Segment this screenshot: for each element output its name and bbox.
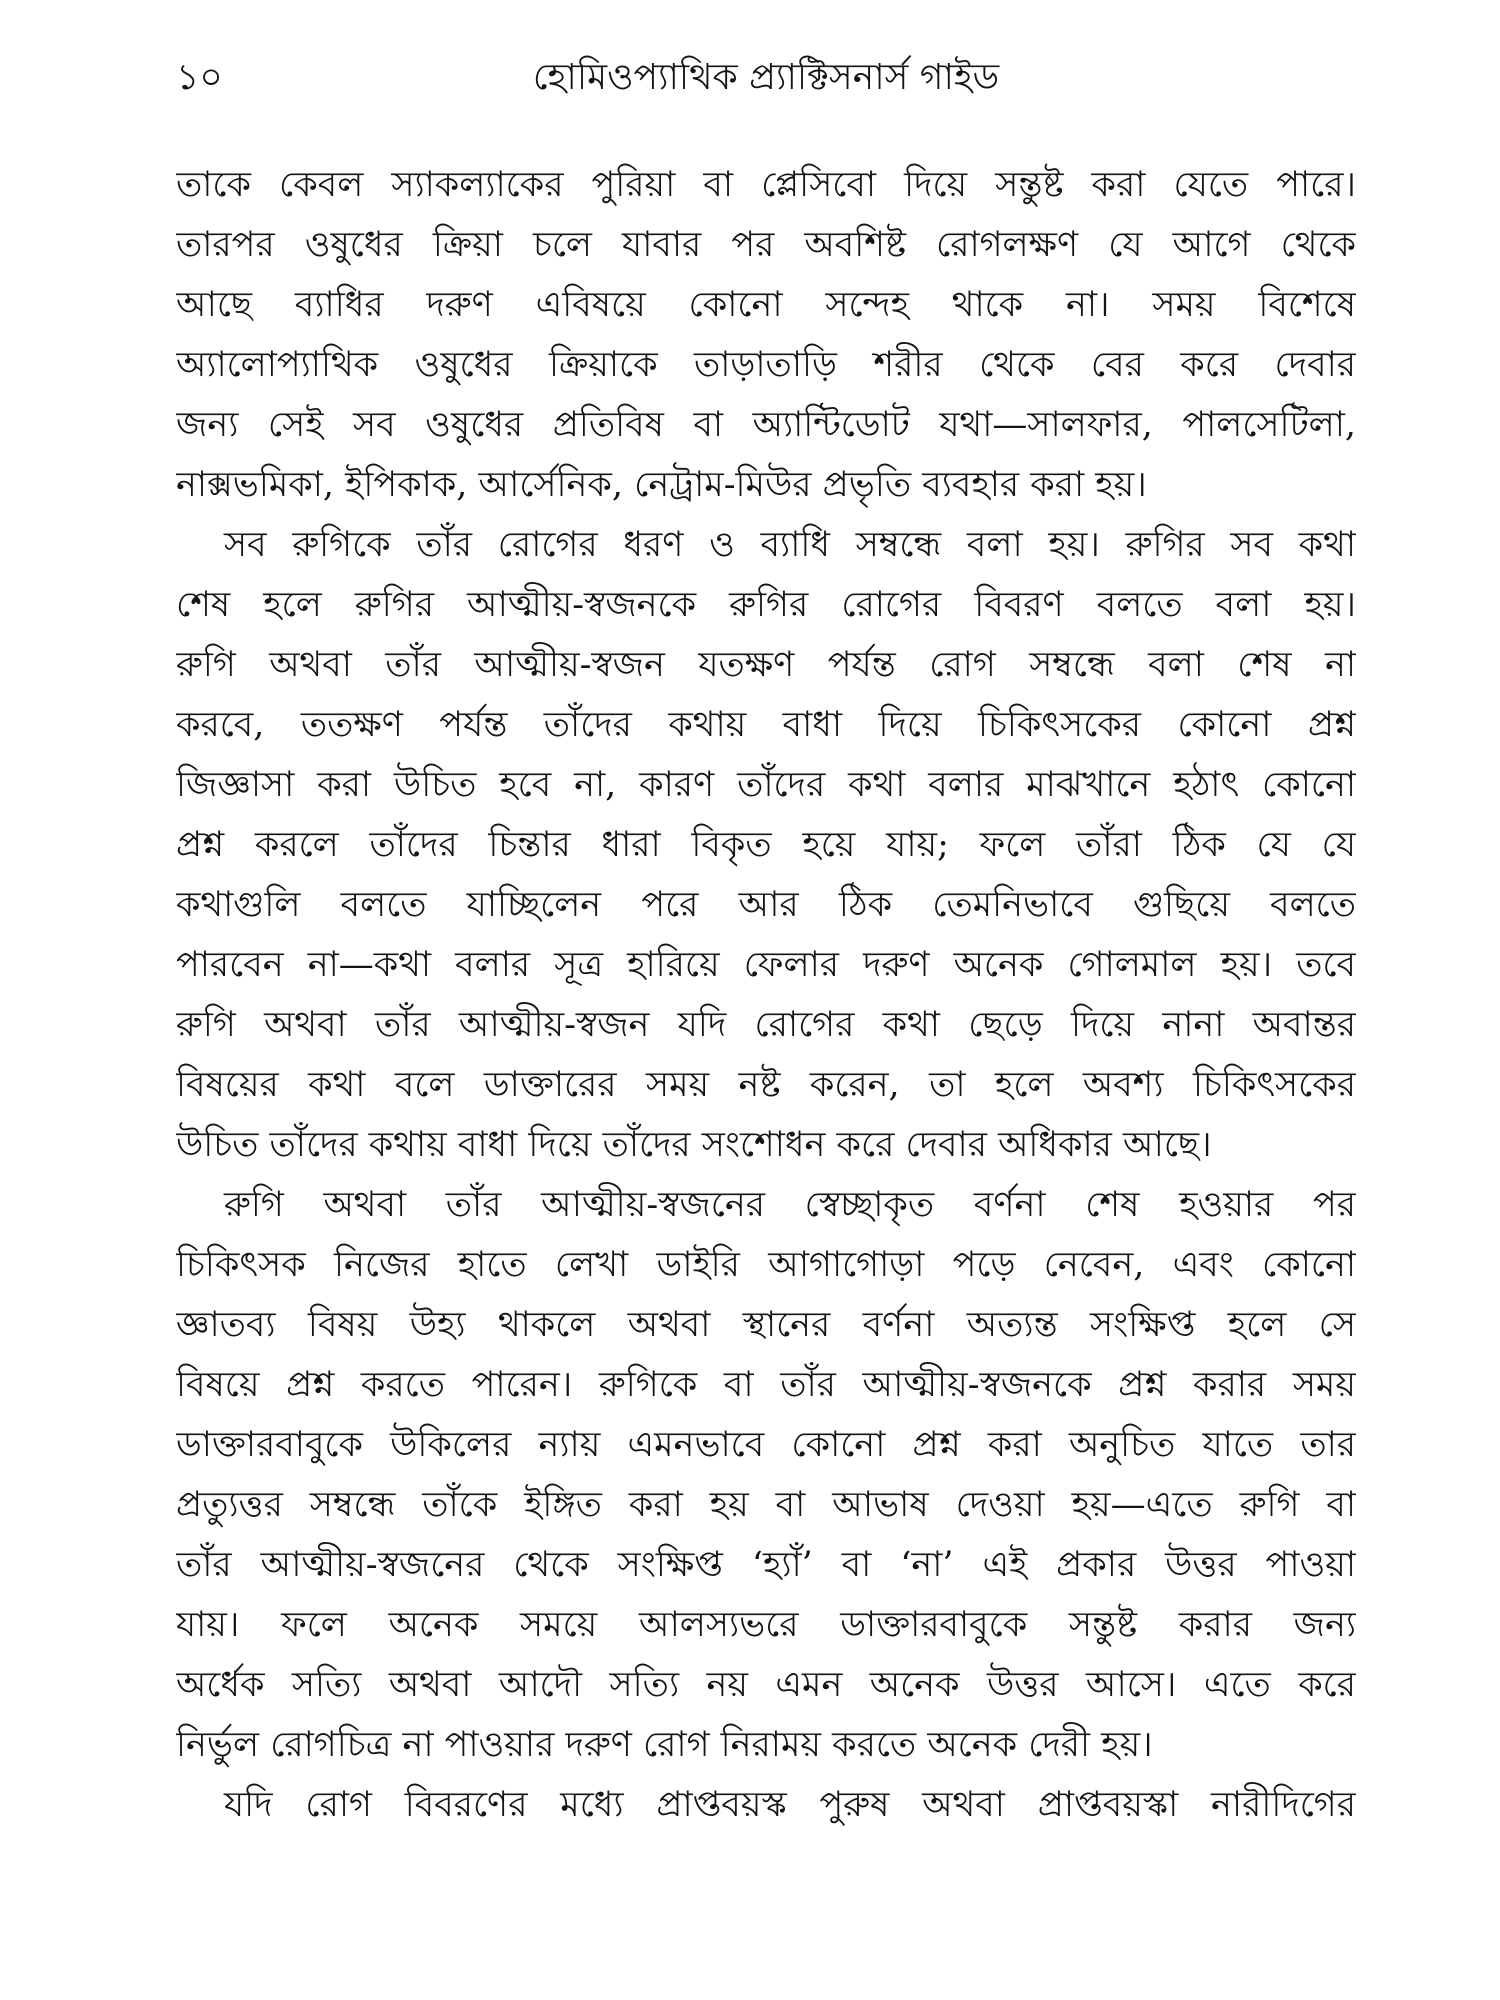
- page-number: ১০: [176, 57, 223, 98]
- text-line: ডাক্তারবাবুকে উকিলের ন্যায় এমনভাবে কোনো প্রশ্ন করা অনুচিত যাতে তার: [176, 1425, 1356, 1465]
- text-line: অ্যালোপ্যাথিক ওষুধের ক্রিয়াকে তাড়াতাড়ি শরীর থেকে বের করে দেবার: [176, 345, 1356, 385]
- running-title: হোমিওপ্যাথিক প্র্যাক্টিসনার্স গাইড: [532, 57, 1000, 98]
- text-line: নাক্সভমিকা, ইপিকাক, আর্সেনিক, নেট্রাম-মিউর প্রভৃতি ব্যবহার করা হয়।: [176, 465, 1147, 505]
- paragraph-first-line: যদি রোগ বিবরণের মধ্যে প্রাপ্তবয়স্ক পুরুষ অথবা প্রাপ্তবয়স্কা নারীদিগের: [224, 1785, 1356, 1825]
- page-header: [176, 50, 1356, 114]
- text-line: করবে, ততক্ষণ পর্যন্ত তাঁদের কথায় বাধা দিয়ে চিকিৎসকের কোনো প্রশ্ন: [176, 705, 1356, 745]
- text-line: বিষয়ে প্রশ্ন করতে পারেন। রুগিকে বা তাঁর আত্মীয়-স্বজনকে প্রশ্ন করার সময়: [176, 1365, 1356, 1405]
- text-line: উচিত তাঁদের কথায় বাধা দিয়ে তাঁদের সংশোধন করে দেবার অধিকার আছে।: [176, 1125, 1212, 1165]
- paragraph-first-line: সব রুগিকে তাঁর রোগের ধরণ ও ব্যাধি সম্বন্ধে বলা হয়। রুগির সব কথা: [224, 525, 1356, 565]
- text-line: অর্ধেক সত্যি অথবা আদৌ সত্যি নয় এমন অনেক উত্তর আসে। এতে করে: [176, 1665, 1356, 1705]
- text-line: নির্ভুল রোগচিত্র না পাওয়ার দরুণ রোগ নিরাময় করতে অনেক দেরী হয়।: [176, 1725, 1153, 1765]
- text-line: কথাগুলি বলতে যাচ্ছিলেন পরে আর ঠিক তেমনিভাবে গুছিয়ে বলতে: [176, 885, 1356, 925]
- text-line: তাঁর আত্মীয়-স্বজনের থেকে সংক্ষিপ্ত ‘হ্যাঁ’ বা ‘না’ এই প্রকার উত্তর পাওয়া: [176, 1545, 1356, 1585]
- text-line: প্রশ্ন করলে তাঁদের চিন্তার ধারা বিকৃত হয়ে যায়; ফলে তাঁরা ঠিক যে যে: [176, 825, 1356, 865]
- text-line: যায়। ফলে অনেক সময়ে আলস্যভরে ডাক্তারবাবুকে সন্তুষ্ট করার জন্য: [176, 1605, 1356, 1645]
- text-line: জ্ঞাতব্য বিষয় উহ্য থাকলে অথবা স্থানের বর্ণনা অত্যন্ত সংক্ষিপ্ত হলে সে: [176, 1305, 1356, 1345]
- text-line: শেষ হলে রুগির আত্মীয়-স্বজনকে রুগির রোগের বিবরণ বলতে বলা হয়।: [176, 585, 1356, 625]
- text-line: আছে ব্যাধির দরুণ এবিষয়ে কোনো সন্দেহ থাকে না। সময় বিশেষে: [176, 285, 1356, 325]
- text-line: তারপর ওষুধের ক্রিয়া চলে যাবার পর অবশিষ্ট রোগলক্ষণ যে আগে থেকে: [176, 225, 1356, 265]
- text-line: তাকে কেবল স্যাকল্যাকের পুরিয়া বা প্লেসিবো দিয়ে সন্তুষ্ট করা যেতে পারে।: [176, 165, 1356, 205]
- text-line: জন্য সেই সব ওষুধের প্রতিবিষ বা অ্যান্টিডোট যথা—সালফার, পালসেটিলা,: [176, 405, 1356, 445]
- text-line: রুগি অথবা তাঁর আত্মীয়-স্বজন যতক্ষণ পর্যন্ত রোগ সম্বন্ধে বলা শেষ না: [176, 645, 1356, 685]
- text-line: বিষয়ের কথা বলে ডাক্তারের সময় নষ্ট করেন, তা হলে অবশ্য চিকিৎসকের: [176, 1065, 1356, 1105]
- text-line: জিজ্ঞাসা করা উচিত হবে না, কারণ তাঁদের কথা বলার মাঝখানে হঠাৎ কোনো: [176, 765, 1356, 805]
- text-line: প্রত্যুত্তর সম্বন্ধে তাঁকে ইঙ্গিত করা হয় বা আভাষ দেওয়া হয়—এতে রুগি বা: [176, 1485, 1356, 1525]
- text-line: চিকিৎসক নিজের হাতে লেখা ডাইরি আগাগোড়া পড়ে নেবেন, এবং কোনো: [176, 1245, 1356, 1285]
- body-text: [176, 155, 1356, 1835]
- text-line: পারবেন না—কথা বলার সূত্র হারিয়ে ফেলার দরুণ অনেক গোলমাল হয়। তবে: [176, 945, 1356, 985]
- text-line: রুগি অথবা তাঁর আত্মীয়-স্বজন যদি রোগের কথা ছেড়ে দিয়ে নানা অবান্তর: [176, 1005, 1356, 1045]
- paragraph-first-line: রুগি অথবা তাঁর আত্মীয়-স্বজনের স্বেচ্ছাকৃত বর্ণনা শেষ হওয়ার পর: [224, 1185, 1356, 1225]
